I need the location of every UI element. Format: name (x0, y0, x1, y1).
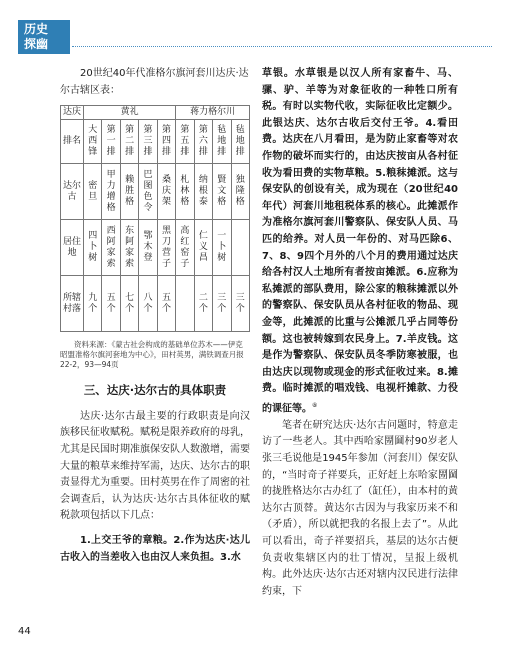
right-paragraph-1-text: 草银。水草银是以汉人所有家畜牛、马、骡、驴、羊等为对象征收的一种牲口所有税。有时以实物代收，实际征收比定额少。此银达庆、达尔古收后交付王爷。4.看田费。达庆在八月看田，是为防止家畜等对农作物的破坏而实行的，由达庆按亩从各村征收为看田费的实物草粮。5.粮秣摊派。这与保安队的创设有关，成为现在（20世纪40年代）河套川地租税体系的核心。此摊派作为准格尔旗河套川警察队、保安队人员、马匹的给养。对人员一年份的、对马匹除6、7、8、9四个月外的八个月的费用通过达庆给各村汉人土地所有者按亩摊派。6.应称为私摊派的部队费用，除公家的粮秣摊派以外的警察队、保安队员从各村征收的物品、现金等，此摊派的比重与公摊派几乎占同等份额。这也被转嫁到农民身上。7.羊皮钱。这是作为警察队、保安队员冬季防寒被服，也由达庆以现物或现金的形式征收过来。8.摊费。临时摊派的唱戏钱、电视杆摊款、力役的课征等。 (262, 68, 458, 415)
table-cell (176, 276, 194, 332)
table-row (61, 220, 250, 276)
table-cell: 第一排 (102, 120, 120, 164)
table-row (61, 276, 250, 332)
table-cell: 东阿家索 (120, 220, 138, 276)
header-line1: 历史 (24, 22, 49, 36)
header-badge (18, 20, 70, 54)
row-head: 排名 (61, 120, 84, 164)
table-cell: 纳根泰 (194, 164, 212, 220)
row-head: 居住地 (61, 220, 84, 276)
table-cell: 第四排 (157, 120, 175, 164)
table-cell: 毡地排 (213, 120, 231, 164)
table-top-c2: 黄礼 (84, 106, 176, 120)
row-head: 达尔古 (61, 164, 84, 220)
table-cell: 九个 (84, 276, 102, 332)
row-head: 所辖村落 (61, 276, 84, 332)
table-row (61, 164, 250, 220)
table-cell: 桑庆架 (157, 164, 175, 220)
table-cell: 五个 (102, 276, 120, 332)
table-cell: 第三排 (139, 120, 157, 164)
table-cell: 高红窑子 (176, 220, 194, 276)
table-cell: 黑刀营子 (157, 220, 175, 276)
village-table (60, 105, 250, 332)
table-cell: 三个 (213, 276, 231, 332)
right-paragraph-1 (262, 66, 458, 418)
header-rule (72, 46, 492, 47)
table-top-c1: 达庆 (61, 106, 84, 120)
table-cell: 賢文格 (213, 164, 231, 220)
table-cell: 巴图色令 (139, 164, 157, 220)
table-cell: 四卜树 (84, 220, 102, 276)
header-line2: 探幽 (24, 37, 49, 51)
table-cell: 毡地排 (231, 120, 250, 164)
table-cell: 第六排 (194, 120, 212, 164)
table-cell (231, 220, 250, 276)
table-cell: 一卜树 (213, 220, 231, 276)
right-column (262, 66, 458, 600)
table-cell: 鄂木登 (139, 220, 157, 276)
table-cell: 札林格 (176, 164, 194, 220)
table-cell: 大西锋 (84, 120, 102, 164)
table-cell: 密旦 (84, 164, 102, 220)
table-cell: 八个 (139, 276, 157, 332)
table-cell: 第五排 (176, 120, 194, 164)
table-cell: 西阿家索 (102, 220, 120, 276)
table-cell: 七个 (120, 276, 138, 332)
table-cell: 独隆格 (231, 164, 250, 220)
table-cell: 仁义昌 (194, 220, 212, 276)
page-number: 44 (18, 626, 31, 637)
table-cell: 第二排 (120, 120, 138, 164)
right-paragraph-2: 笔者在研究达庆·达尔古问题时，特意走访了一些老人。其中西哈家圐圙村90岁老人张三毛说他是1945年参加（河套川）保安队的，“当时奇子祥要兵，正好赶上东哈家圐圙的拢胜格达尔古办红了（缸任），由本村的黄达尔古顶替。黄达尔古因为与我家历来不和（矛盾），所以就把我的名报上去了”。从此可以看出，奇子祥要招兵，基层的达尔古便负责收集辖区内的壮丁情况，呈报上级机构。此外达庆·达尔古还对辖内汉民进行法律约束，下 (262, 419, 458, 597)
table-cell: 二个 (194, 276, 212, 332)
left-column (60, 66, 250, 566)
table-top-row (61, 106, 250, 120)
table-top-c3: 蒋力格尔川 (176, 106, 250, 120)
table-cell: 五个 (157, 276, 175, 332)
table-row (61, 120, 250, 164)
left-paragraph: 达庆·达尔古最主要的行政职责是向汉族移民征收赋税。赋税是限养政府的母乳，尤其是民国时期准旗保安队人数激增，需要大量的粮草来维持军需，达庆、达尔古的职责显得尤为重要。田村英男在作了周密的社会调查后，认为达庆·达尔古具体征收的赋税款项包括以下几点： (60, 410, 250, 522)
source-note: 资料来源：《蒙古社会构成的基础单位苏木——伊克昭盟准格尔旗河套地为中心》，田村英男，满铁调查月报22-2，93—94页 (60, 340, 244, 370)
table-cell: 赖胜格 (120, 164, 138, 220)
footnote-marker: ⑧ (312, 401, 318, 409)
left-bold-paragraph: 1.上交王爷的章粮。2.作为达庆·达儿古收入的当差收入也由汉人来负担。3.水 (60, 534, 250, 563)
section-title: 三、达庆·达尔古的具体职责 (83, 383, 227, 398)
table-caption: 20世纪40年代准格尔旗河套川达庆·达尔古辖区表： (60, 68, 249, 96)
table-cell: 甲力增格 (102, 164, 120, 220)
table-cell: 三个 (231, 276, 250, 332)
